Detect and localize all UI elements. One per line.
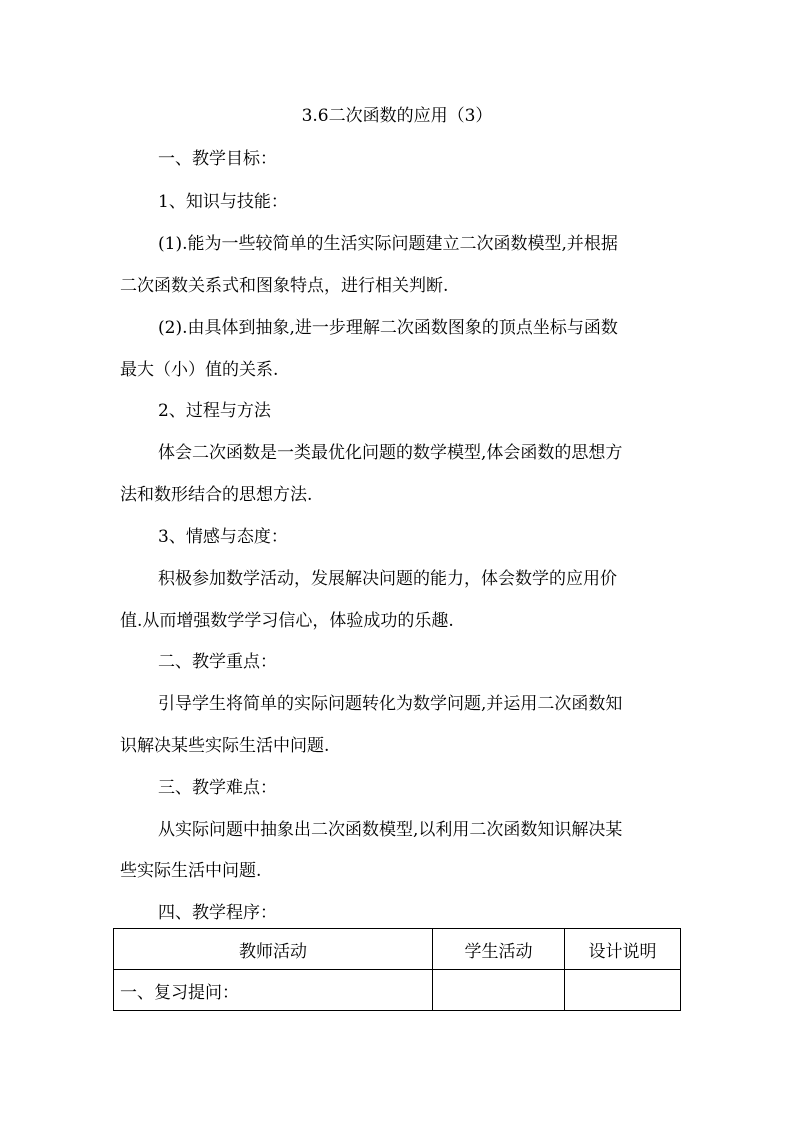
cell-student-activity: [433, 970, 565, 1011]
table-row: [114, 970, 681, 1011]
header-student-activity: 学生活动: [433, 929, 565, 970]
procedure-table: [113, 928, 681, 1011]
cell-design-notes: [565, 970, 681, 1011]
process-heading: 2、过程与方法: [158, 401, 271, 421]
difficulties-line2: 些实际生活中问题.: [120, 861, 262, 881]
knowledge-item1-line1: (1).能为一些较简单的生活实际问题建立二次函数模型,并根据: [158, 234, 618, 254]
key-points-line2: 识解决某些实际生活中问题.: [120, 736, 330, 756]
process-line1: 体会二次函数是一类最优化问题的数学模型,体会函数的思想方: [158, 443, 623, 463]
key-points-heading: 二、教学重点：: [158, 652, 277, 672]
objectives-heading: 一、教学目标：: [158, 149, 277, 169]
attitude-line1: 积极参加数学活动，发展解决问题的能力，体会数学的应用价: [158, 569, 617, 589]
procedure-heading: 四、教学程序：: [158, 903, 277, 923]
attitude-line2: 值.从而增强数学学习信心，体验成功的乐趣.: [120, 611, 454, 631]
difficulties-line1: 从实际问题中抽象出二次函数模型,以利用二次函数知识解决某: [158, 820, 623, 840]
knowledge-item1-line2: 二次函数关系式和图象特点，进行相关判断.: [120, 276, 449, 296]
difficulties-heading: 三、教学难点：: [158, 778, 277, 798]
document-title: 3.6二次函数的应用（3）: [301, 106, 493, 126]
attitude-heading: 3、情感与态度：: [158, 527, 288, 547]
key-points-line1: 引导学生将简单的实际问题转化为数学问题,并运用二次函数知: [158, 694, 623, 714]
knowledge-item2-line2: 最大（小）值的关系.: [120, 360, 279, 380]
table-header-row: [114, 929, 681, 970]
header-design-notes: 设计说明: [565, 929, 681, 970]
knowledge-item2-line1: (2).由具体到抽象,进一步理解二次函数图象的顶点坐标与函数: [158, 318, 618, 338]
cell-teacher-activity: 一、复习提问：: [114, 970, 433, 1011]
knowledge-heading: 1、知识与技能：: [158, 192, 288, 212]
header-teacher-activity: 教师活动: [114, 929, 433, 970]
process-line2: 法和数形结合的思想方法.: [120, 485, 313, 505]
